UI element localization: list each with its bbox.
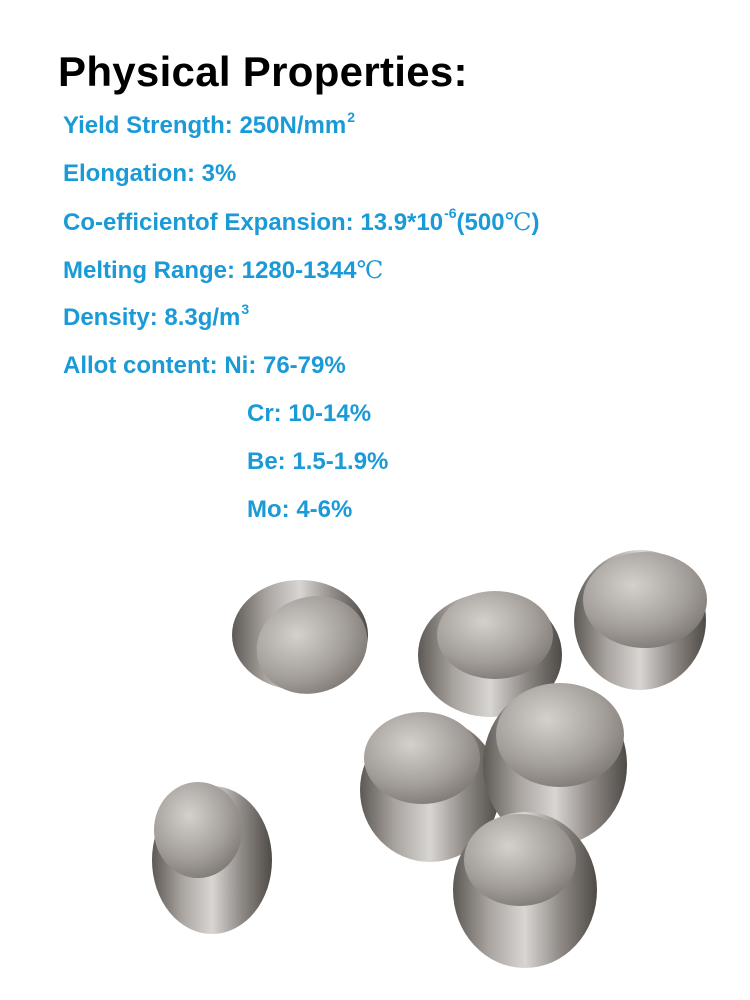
alloy-content-label: Allot content: bbox=[63, 352, 225, 379]
density-label: Density: bbox=[63, 304, 165, 331]
alloy-item-be: Be: 1.5-1.9% bbox=[247, 448, 389, 475]
product-photo bbox=[0, 530, 750, 1000]
alloy-item-ni: Ni: 76-79% bbox=[224, 352, 346, 379]
page-title: Physical Properties: bbox=[58, 48, 468, 95]
melting-range-unit: ℃ bbox=[356, 256, 384, 284]
alloy-content-line bbox=[63, 352, 346, 380]
pellet-3 bbox=[574, 550, 707, 690]
pellet-1 bbox=[232, 580, 380, 708]
expansion-exponent: -6 bbox=[444, 205, 457, 221]
yield-strength-label: Yield Strength: bbox=[63, 112, 240, 139]
density-line bbox=[63, 301, 250, 332]
melting-range-line bbox=[63, 256, 383, 285]
expansion-unit: ℃ bbox=[504, 208, 532, 236]
elongation-line bbox=[63, 160, 236, 188]
melting-range-value: 1280-1344 bbox=[241, 257, 357, 284]
melting-range-label: Melting Range: bbox=[63, 257, 242, 284]
expansion-label: Co-efficientof Expansion: bbox=[63, 209, 361, 236]
expansion-line bbox=[63, 205, 540, 237]
pellet-7 bbox=[453, 812, 597, 968]
expansion-close: ) bbox=[531, 209, 540, 236]
yield-strength-line bbox=[63, 109, 355, 140]
density-value: 8.3g/m bbox=[164, 304, 241, 331]
elongation-label: Elongation: bbox=[63, 160, 202, 187]
alloy-item-cr: Cr: 10-14% bbox=[247, 400, 372, 427]
yield-strength-value: 250N/mm bbox=[239, 112, 347, 139]
pellet-6 bbox=[152, 782, 272, 934]
expansion-value: 13.9*10 bbox=[360, 209, 444, 236]
expansion-temp: (500 bbox=[456, 209, 505, 236]
elongation-value: 3% bbox=[201, 160, 237, 187]
alloy-item-mo: Mo: 4-6% bbox=[247, 496, 353, 523]
density-exponent: 3 bbox=[241, 301, 250, 317]
yield-strength-exponent: 2 bbox=[347, 109, 355, 125]
